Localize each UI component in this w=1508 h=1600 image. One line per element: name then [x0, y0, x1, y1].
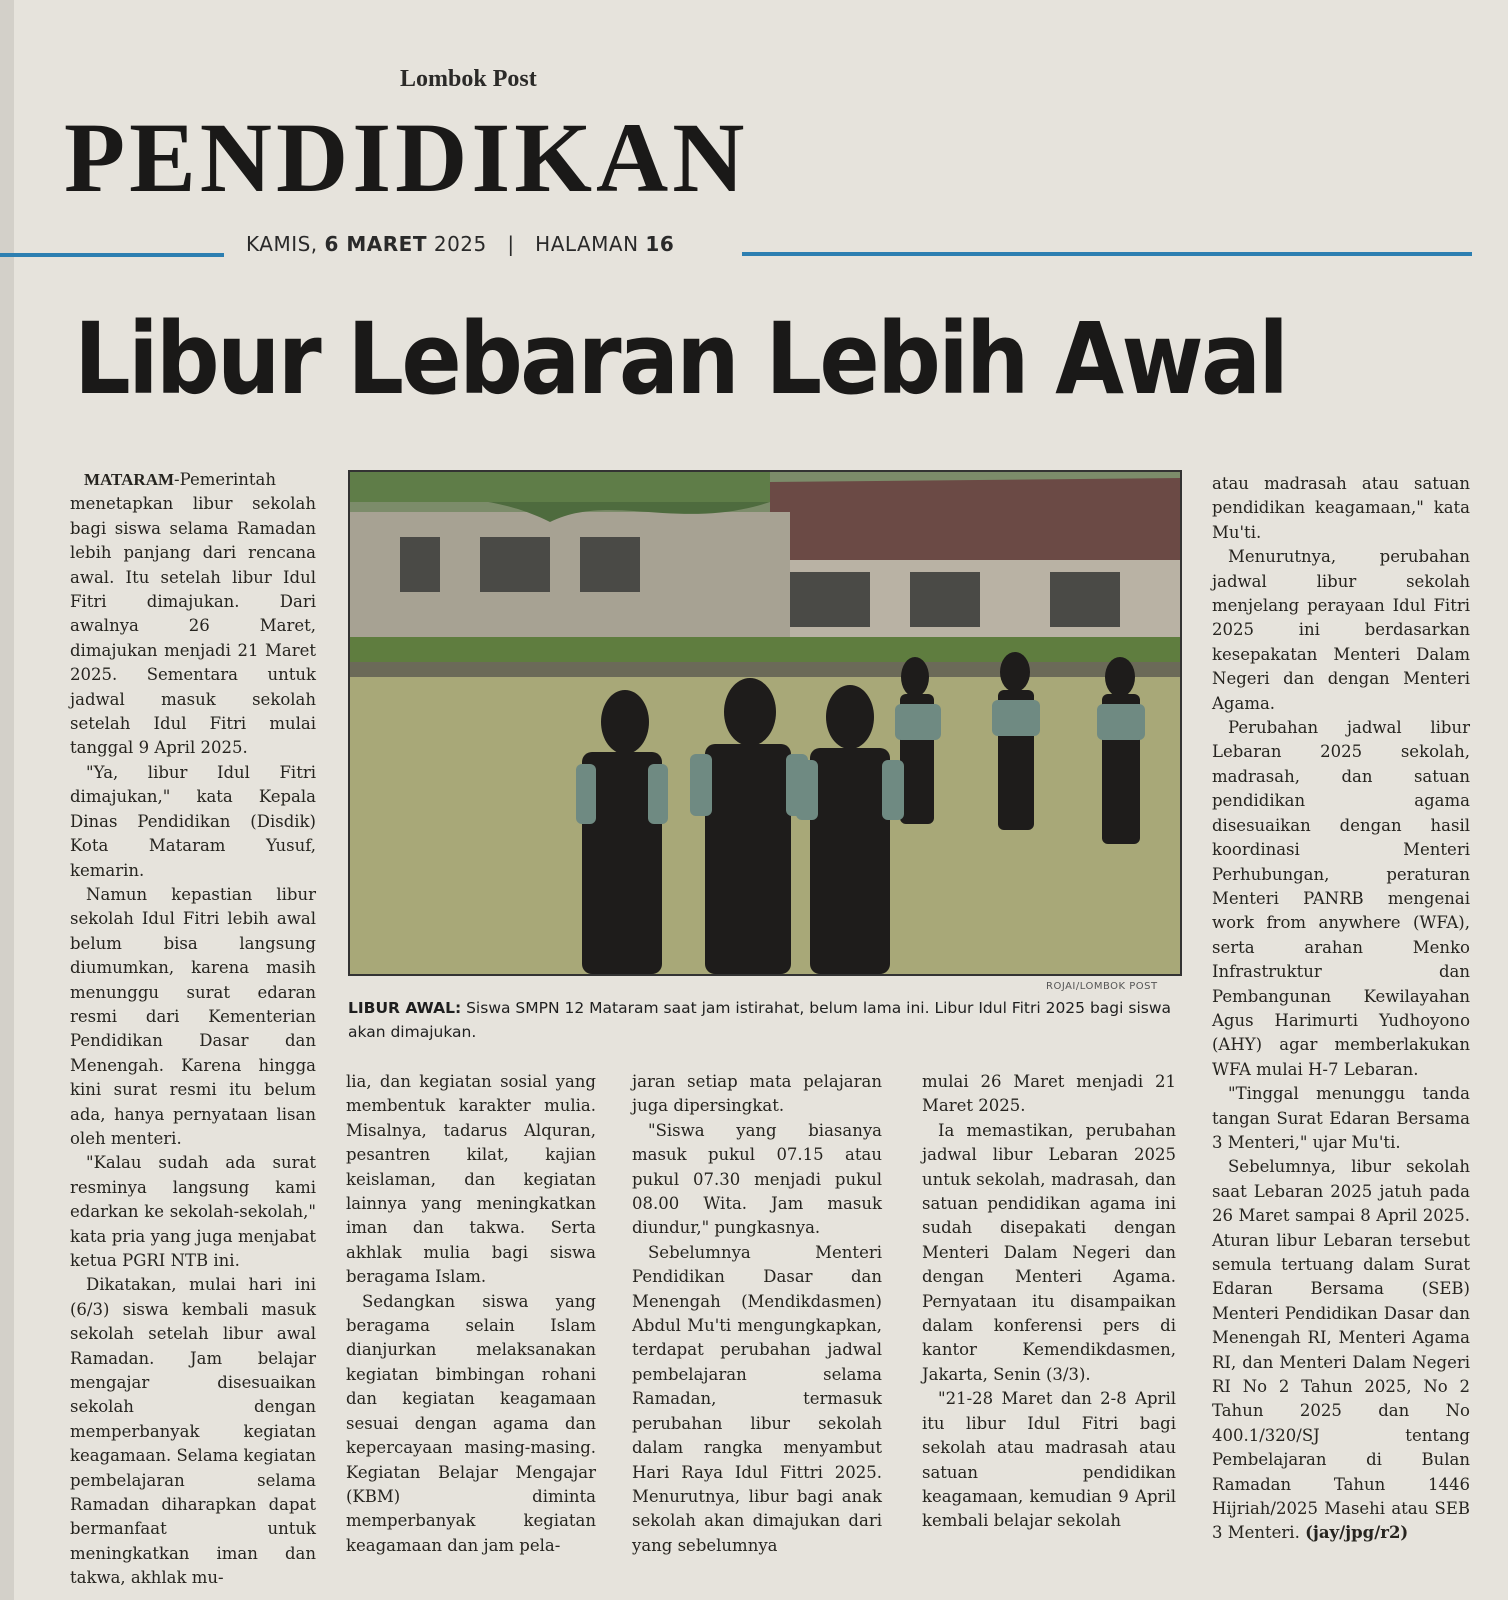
article-paragraph: lia, dan kegiatan sosial yang membentuk karakter mulia. Misalnya, tadarus Alquran, pesantren kilat, kajian keislaman, dan kegiatan lainnya yang meningkatkan iman dan takwa. Serta akhlak mulia bagi siswa beragama Islam. — [346, 1072, 596, 1287]
author-signature: (jay/jpg/r2) — [1305, 1523, 1409, 1543]
article-paragraph: MATARAM-Pemerintah menetapkan libur sekolah bagi siswa selama Ramadan lebih panjang dari rencana awal. Itu setelah libur Idul Fitri dimajukan. Dari awalnya 26 Maret, dimajukan menjadi 21 Maret 2025. Sementara untuk jadwal masuk sekolah setelah Idul Fitri mulai tanggal 9 April 2025. — [70, 470, 316, 758]
article-paragraph: Ia memastikan, perubahan jadwal libur Lebaran 2025 untuk sekolah, madrasah, dan satuan pendidikan agama ini sudah disepakati dengan Menteri Dalam Negeri dan dengan Menteri Agama. Pernyataan itu disampaikan dalam konferensi pers di kantor Kemendikdasmen, Jakarta, Senin (3/3). — [922, 1120, 1176, 1384]
article-paragraph: Dikatakan, mulai hari ini (6/3) siswa kembali masuk sekolah setelah libur awal Ramadan. Jam belajar mengajar disesuaikan sekolah dengan memperbanyak kegiatan keagamaan. Selama kegiatan pembelajaran selama Ramadan diharapkan dapat bermanfaat untuk meningkatkan iman dan takwa, akhlak mu- — [70, 1275, 316, 1588]
edition-day: KAMIS, — [246, 232, 318, 256]
article-paragraph: Perubahan jadwal libur Lebaran 2025 sekolah, madrasah, dan satuan pendidikan agama disesuaikan dengan hasil koordinasi Menteri Perhubungan, peraturan Menteri PANRB mengenai work from anywhere (WFA), serta arahan Menko Infrastruktur dan Pembangunan Kewilayahan Agus Harimurti Yudhoyono (AHY) agar memberlakukan WFA mulai H-7 Lebaran. — [1212, 718, 1470, 1079]
students-photo-illustration — [350, 472, 1180, 974]
article-paragraph: "Siswa yang biasanya masuk pukul 07.15 atau pukul 07.30 menjadi pukul 08.00 Wita. Jam masuk diundur," pungkasnya. — [632, 1120, 882, 1238]
news-photo — [348, 470, 1182, 976]
photo-credit: ROJAI/LOMBOK POST — [1046, 981, 1158, 992]
edition-separator: | — [507, 232, 515, 256]
paper-edge — [0, 0, 14, 1600]
article-column-3 — [632, 1070, 882, 1558]
article-paragraph: Sebelumnya, libur sekolah saat Lebaran 2025 jatuh pada 26 Maret sampai 8 April 2025. Aturan libur Lebaran tersebut semula tertuang dalam Surat Edaran Bersama (SEB) Menteri Pendidikan Dasar dan Menengah RI, Menteri Agama RI, dan Menteri Dalam Negeri RI No 2 Tahun 2025, No 2 Tahun 2025 dan No 400.1/320/SJ tentang Pembelajaran di Bulan Ramadan Tahun 1446 Hijriah/2025 Masehi atau SEB 3 Menteri. (jay/jpg/r2) — [1212, 1157, 1470, 1543]
article-paragraph: jaran setiap mata pelajaran juga dipersingkat. — [632, 1072, 882, 1116]
page-number: 16 — [645, 232, 675, 256]
article-paragraph: Namun kepastian libur sekolah Idul Fitri lebih awal belum bisa langsung diumumkan, karena masih menunggu surat edaran resmi dari Kementerian Pendidikan Dasar dan Menengah. Karena hingga kini surat resmi itu belum ada, hanya pernyataan lisan oleh menteri. — [70, 884, 316, 1148]
article-column-2 — [346, 1070, 596, 1558]
article-column-4 — [922, 1070, 1176, 1534]
article-paragraph: atau madrasah atau satuan pendidikan keagamaan," kata Mu'ti. — [1212, 474, 1470, 542]
article-paragraph: Menurutnya, perubahan jadwal libur sekolah menjelang perayaan Idul Fitri 2025 ini berdasarkan kesepakatan Menteri Dalam Negeri dan dengan Menteri Agama. — [1212, 547, 1470, 713]
edition-date: 6 MARET — [324, 232, 427, 256]
photo-caption — [348, 996, 1178, 1044]
section-rule-left — [0, 253, 224, 257]
article-paragraph: "Tinggal menunggu tanda tangan Surat Edaran Bersama 3 Menteri," ujar Mu'ti. — [1212, 1084, 1470, 1152]
article-paragraph: mulai 26 Maret menjadi 21 Maret 2025. — [922, 1072, 1176, 1116]
article-paragraph: Sedangkan siswa yang beragama selain Islam dianjurkan melaksanakan kegiatan bimbingan rohani dan kegiatan keagamaan sesuai dengan agama dan kepercayaan masing-masing. Kegiatan Belajar Mengajar (KBM) diminta memperbanyak kegiatan keagamaan dan jam pela- — [346, 1291, 596, 1555]
article-headline: Libur Lebaran Lebih Awal — [74, 302, 1287, 417]
caption-text: Siswa SMPN 12 Mataram saat jam istirahat, belum lama ini. Libur Idul Fitri 2025 bagi siswa akan dimajukan. — [348, 999, 1172, 1041]
article-paragraph: Sebelumnya Menteri Pendidikan Dasar dan Menengah (Mendikdasmen) Abdul Mu'ti mengungkapkan, terdapat perubahan jadwal pembelajaran selama Ramadan, termasuk perubahan libur sekolah dalam rangka menyambut Hari Raya Idul Fittri 2025. Menurutnya, libur bagi anak sekolah akan dimajukan dari yang sebelumnya — [632, 1242, 882, 1555]
article-paragraph: "Kalau sudah ada surat resminya langsung kami edarkan ke sekolah-sekolah," kata pria yang juga menjabat ketua PGRI NTB ini. — [70, 1153, 316, 1270]
article-column-5 — [1212, 472, 1470, 1546]
publication-name: Lombok Post — [400, 66, 537, 92]
section-rule-right — [742, 252, 1472, 256]
page-label: HALAMAN — [535, 232, 639, 256]
section-title: PENDIDIKAN — [64, 102, 749, 213]
article-column-1 — [70, 468, 316, 1591]
article-paragraph: "Ya, libur Idul Fitri dimajukan," kata Kepala Dinas Pendidikan (Disdik) Kota Mataram Yusuf, kemarin. — [70, 762, 316, 880]
article-paragraph: "21-28 Maret dan 2-8 April itu libur Idul Fitri bagi sekolah atau madrasah atau satuan pendidikan keagamaan, kemudian 9 April kembali belajar sekolah — [922, 1389, 1176, 1531]
edition-year: 2025 — [433, 232, 487, 256]
edition-info — [246, 232, 674, 256]
caption-label: LIBUR AWAL: — [348, 999, 462, 1017]
article-dateline: MATARAM — [84, 470, 175, 489]
